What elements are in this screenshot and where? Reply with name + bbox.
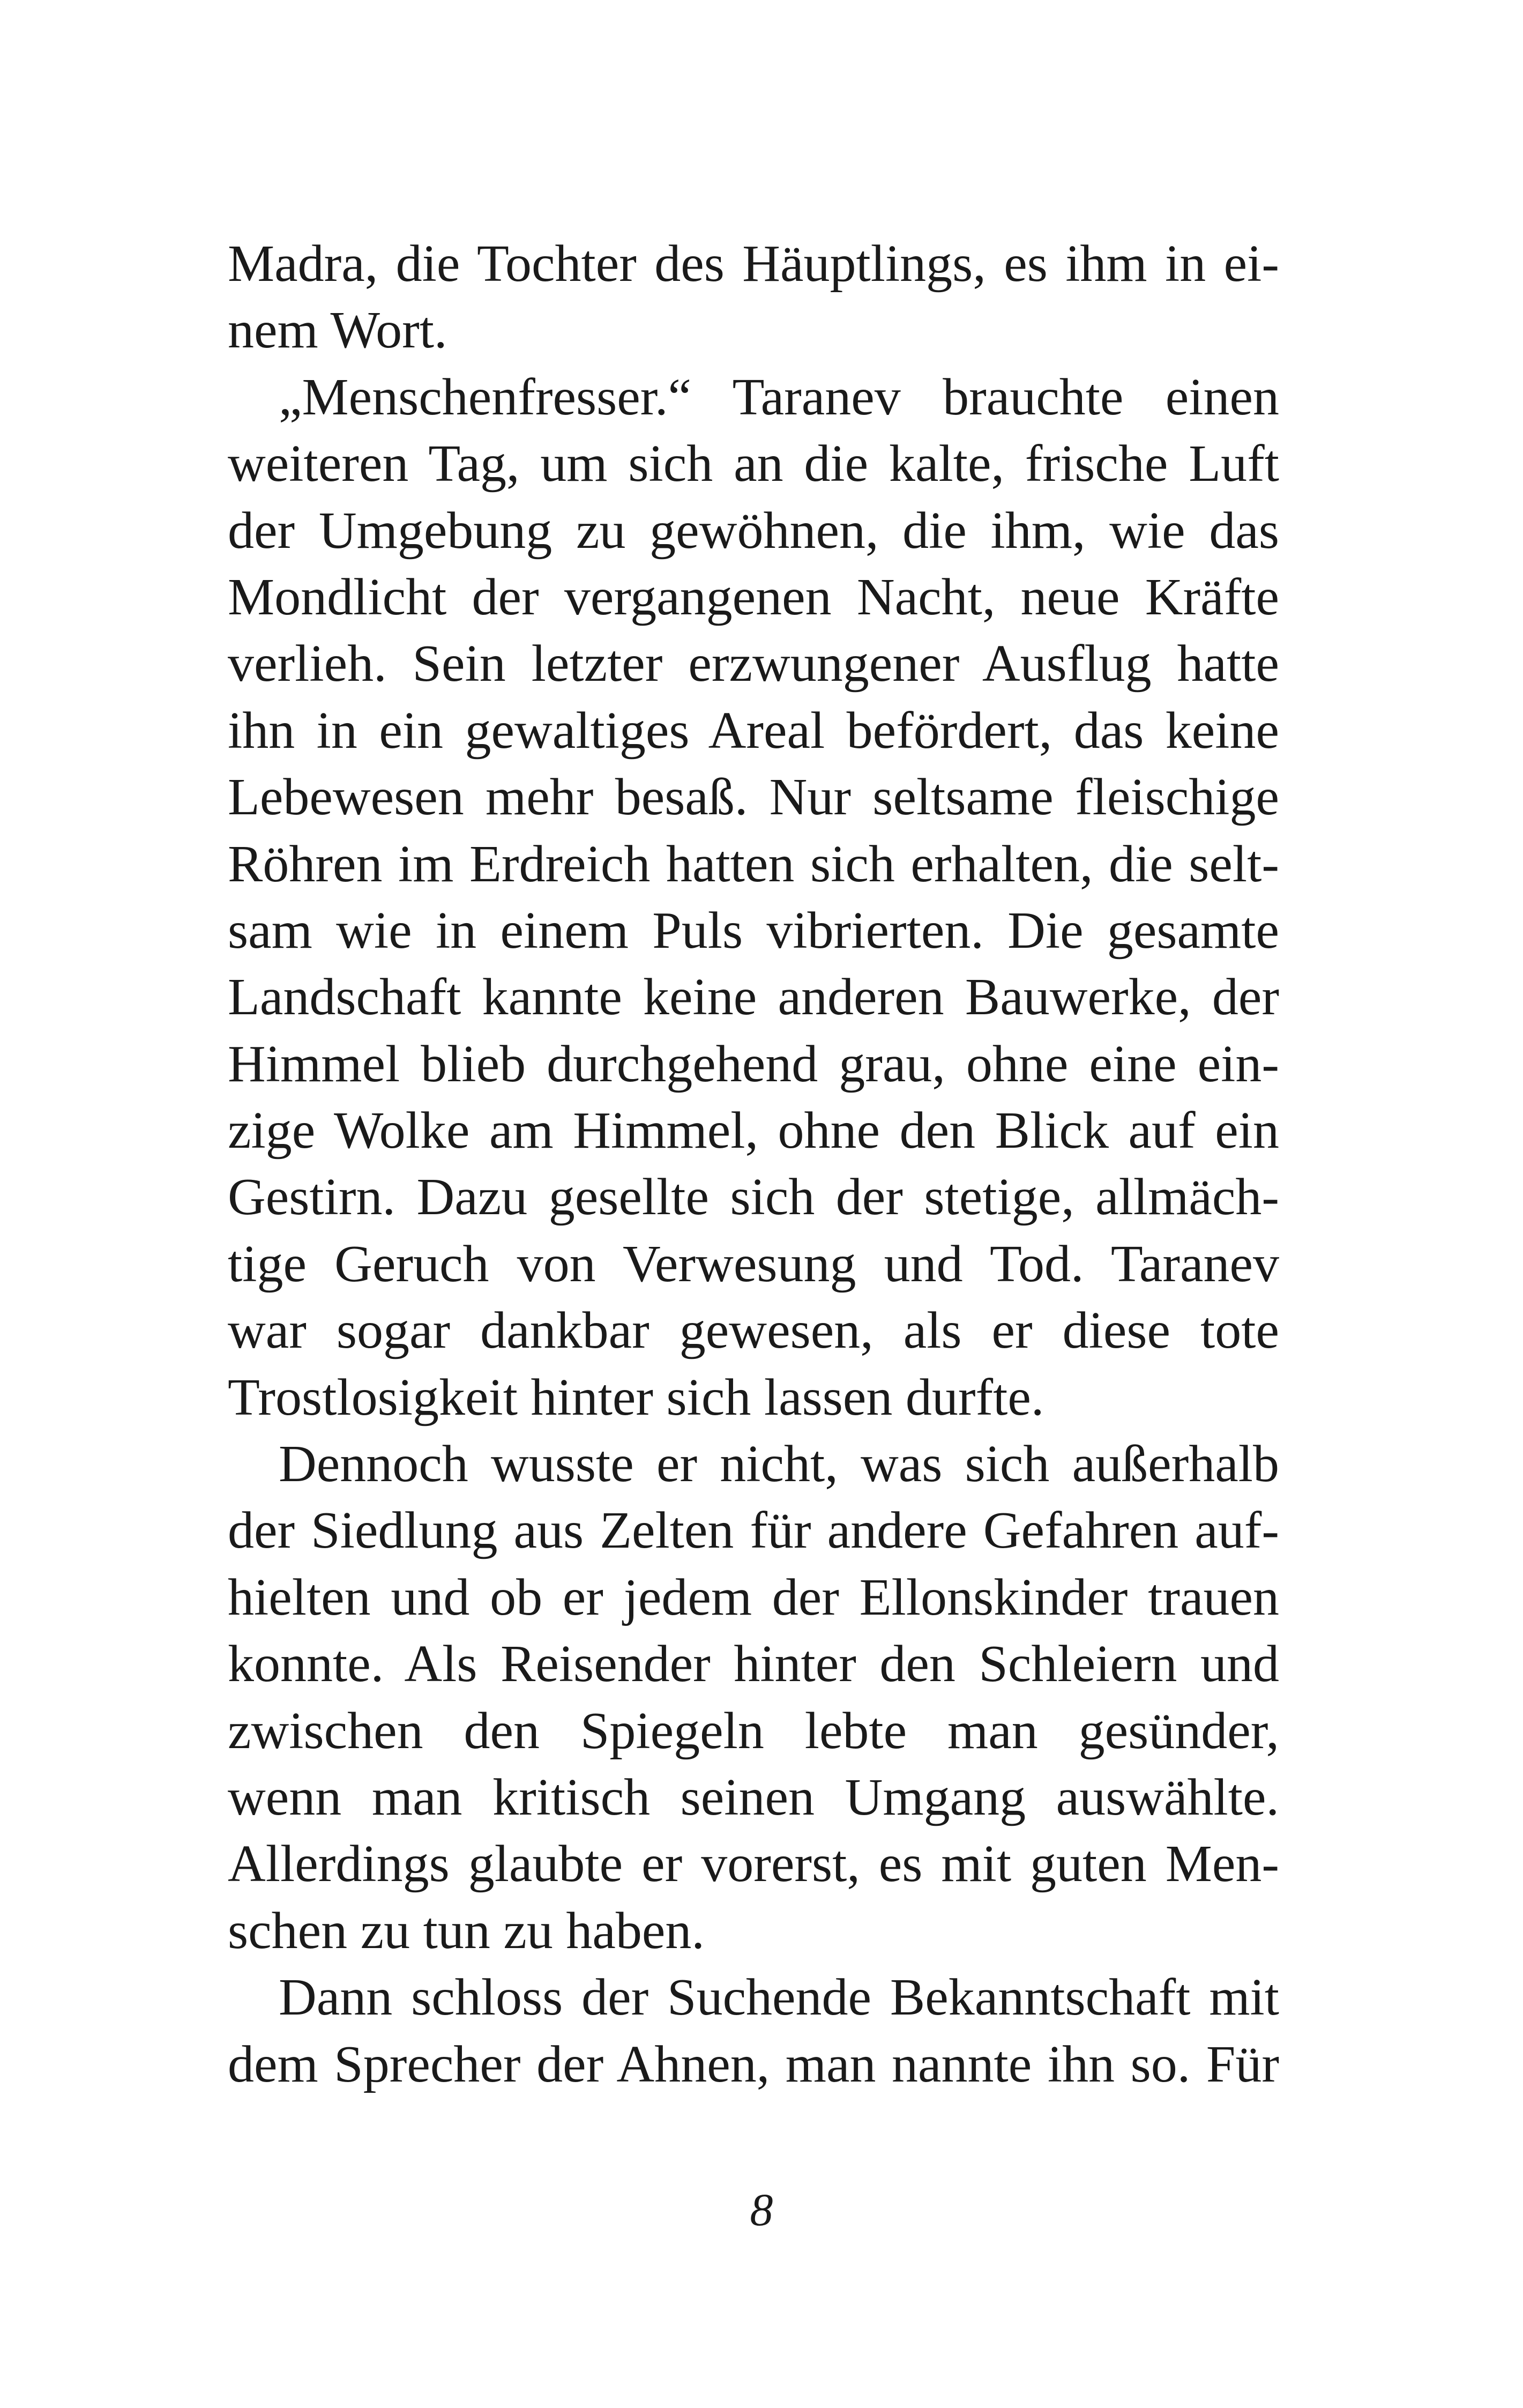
text-line: konnte. Als Reisender hinter den Schleiern und: [228, 1635, 1279, 1693]
text-line: Dennoch wusste er nicht, was sich außerhalb: [279, 1435, 1279, 1493]
text-line: der Siedlung aus Zelten für andere Gefahren auf-: [228, 1502, 1279, 1560]
text-line: verlieh. Sein letzter erzwungener Ausflug hatte: [228, 635, 1279, 693]
text-line: Himmel blieb durchgehend grau, ohne eine ein-: [228, 1035, 1279, 1093]
text-line: Lebewesen mehr besaß. Nur seltsame fleischige: [228, 768, 1279, 827]
text-line: war sogar dankbar gewesen, als er diese tote: [228, 1302, 1279, 1360]
body-text: [228, 231, 1279, 2098]
paragraph: [228, 1431, 1279, 1964]
text-line: schen zu tun zu haben.: [228, 1901, 705, 1960]
text-line: hielten und ob er jedem der Ellonskinder trauen: [228, 1568, 1279, 1626]
text-line: Mondlicht der vergangenen Nacht, neue Kräfte: [228, 568, 1279, 626]
text-line: „Menschenfresser.“ Taranev brauchte einen: [279, 368, 1279, 426]
text-line: ihn in ein gewaltiges Areal befördert, das keine: [228, 701, 1279, 760]
text-line: nem Wort.: [228, 301, 447, 360]
text-line: der Umgebung zu gewöhnen, die ihm, wie das: [228, 501, 1279, 560]
text-line: Landschaft kannte keine anderen Bauwerke, der: [228, 968, 1279, 1027]
text-line: tige Geruch von Verwesung und Tod. Taranev: [228, 1235, 1279, 1293]
text-line: Dann schloss der Suchende Bekanntschaft mit: [279, 1968, 1279, 2027]
page-number: 8: [750, 2184, 773, 2235]
text-line: wenn man kritisch seinen Umgang auswählte.: [228, 1768, 1279, 1826]
text-line: Röhren im Erdreich hatten sich erhalten, die selt-: [228, 835, 1279, 893]
text-line: Gestirn. Dazu gesellte sich der stetige, allmäch-: [228, 1168, 1279, 1227]
paragraph: [228, 364, 1279, 1431]
paragraph: [228, 1964, 1279, 2098]
paragraph: [228, 231, 1279, 364]
text-line: dem Sprecher der Ahnen, man nannte ihn so. Für: [228, 2035, 1279, 2093]
text-line: zwischen den Spiegeln lebte man gesünder,: [228, 1701, 1279, 1760]
text-line: Allerdings glaubte er vorerst, es mit guten Men-: [228, 1835, 1279, 1893]
text-line: sam wie in einem Puls vibrierten. Die gesamte: [228, 901, 1279, 960]
text-line: weiteren Tag, um sich an die kalte, frische Luft: [228, 435, 1279, 493]
text-line: Madra, die Tochter des Häuptlings, es ihm in ei-: [228, 235, 1279, 293]
text-line: zige Wolke am Himmel, ohne den Blick auf ein: [228, 1102, 1279, 1160]
text-line: Trostlosigkeit hinter sich lassen durfte.: [228, 1368, 1044, 1426]
